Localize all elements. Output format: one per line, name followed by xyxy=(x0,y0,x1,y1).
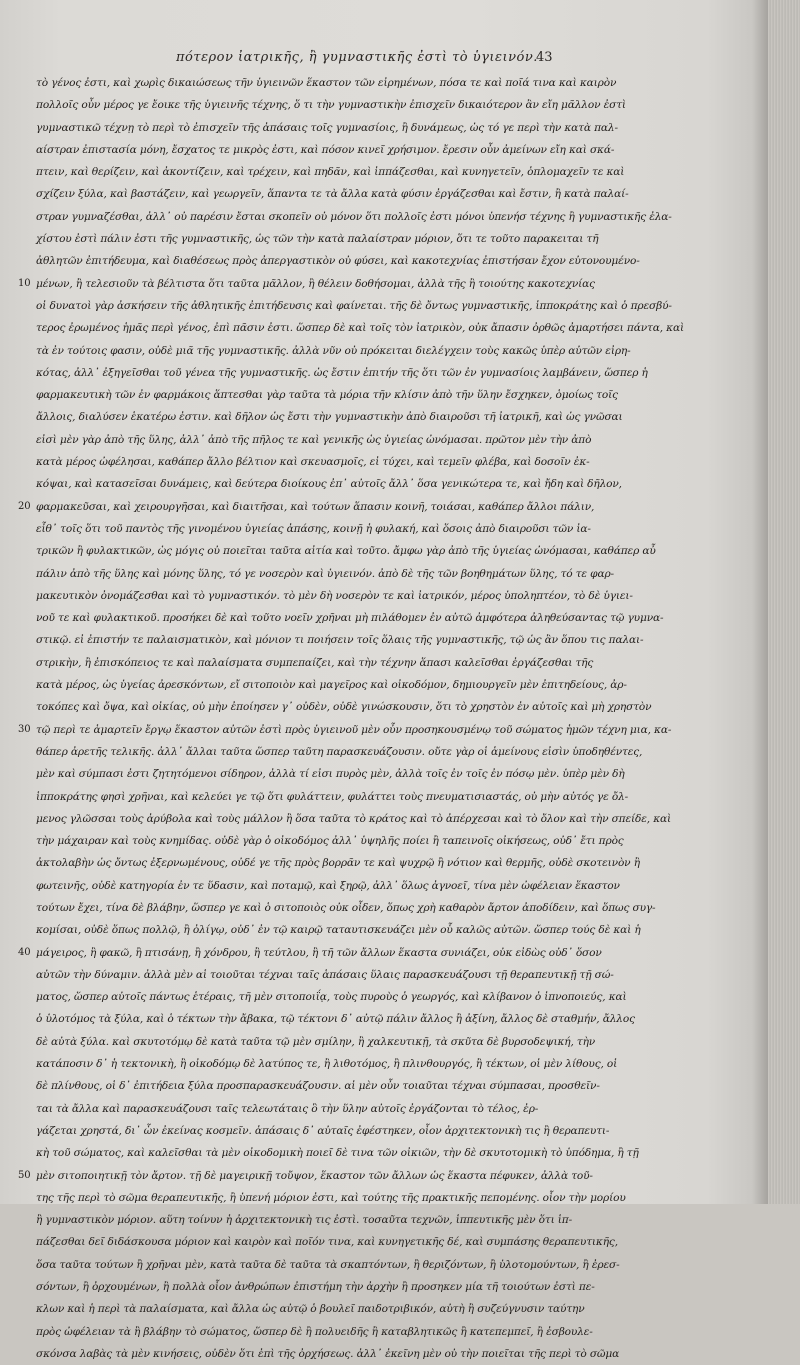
line-text: φωτεινῆς, οὐδὲ κατηγορία ἐν τε ὕδασιν, καὶ ποταμῷ, καὶ ξηρῷ, ἀλλ᾽ ὅλως ἀγνοεῖ, τίνα μὲν ὠφέλειαν ἕκαστον xyxy=(36,879,620,892)
text-line xyxy=(30,964,614,986)
text-line xyxy=(18,942,610,964)
text-line xyxy=(30,384,618,406)
line-text: ματος, ὥσπερ αὐτοῖς πάντως ἑτέραις, τῆ μὲν σιτοποιΐᾳ, τοὺς πυροὺς ὁ γεωργός, καὶ κλίβανον ὁ ἱπνοποιεύς, καὶ xyxy=(36,991,627,1004)
text-line xyxy=(18,496,610,518)
text-line xyxy=(30,741,643,763)
text-line xyxy=(30,362,648,384)
line-text: πάλιν ἀπὸ τῆς ὕλης καὶ μόνης ὕλης, τό γε νοσερὸν καὶ ὑγιεινόν. ἀπὸ δὲ τῆς τῶν βοηθημάτων ὕλης, τό τε φαρ- xyxy=(36,567,614,580)
line-number: 10 xyxy=(18,277,31,289)
text-line xyxy=(30,250,640,272)
text-line xyxy=(30,585,633,607)
text-line xyxy=(30,206,672,228)
text-line xyxy=(30,1075,610,1097)
line-text: δὲ αὐτὰ ξύλα. καὶ σκυτοτόμῳ δὲ κατὰ ταῦτα τῷ μὲν σμίλην, ἢ χαλκευτικῇ, τὰ σκῦτα δὲ βυρσοδεψική, τὴν xyxy=(36,1035,596,1048)
body-text xyxy=(18,72,684,1365)
line-number: 20 xyxy=(18,500,31,512)
line-text: σόντων, ἢ ὀρχουμένων, ἢ πολλὰ οἷον ἀνθρώπων ἐπιστήμη τὴν ἀρχὴν ἢ προσηκεν μία τῆ τοιούτων ἐστὶ πε- xyxy=(36,1281,595,1294)
text-line xyxy=(30,1187,626,1209)
page-number: 43 xyxy=(536,50,553,65)
line-text: κλων καὶ ἡ περὶ τὰ παλαίσματα, καὶ ἄλλα ὡς αὐτῷ ὁ βουλεῖ παιδοτριβικόν, αὐτὴ ἢ συζεύγνυσιν ταύτην xyxy=(36,1303,585,1316)
text-line xyxy=(30,1120,610,1142)
line-text: πτειν, καὶ θερίζειν, καὶ ἀκοντίζειν, καὶ τρέχειν, καὶ πηδᾶν, καὶ ἱππάζεσθαι, καὶ κυνηγετεῖν, ὁπλομαχεῖν τε καὶ xyxy=(36,166,625,179)
line-text: εἰσὶ μὲν γὰρ ἀπὸ τῆς ὕλης, ἀλλ᾽ ἀπὸ τῆς πῆλος τε καὶ γενικῆς ὡς ὑγιείας ὠνόμασαι. πρῶτον μὲν τὴν ἀπὸ xyxy=(36,433,592,446)
text-line xyxy=(30,919,641,941)
line-number: 50 xyxy=(18,1169,31,1181)
line-text: κατὰ μέρος, ὡς ὑγείας ἀρεσκόντων, εἴ σιτοποιὸν καὶ μαγεῖρος καὶ οἰκοδόμον, δημιουργεῖν μὲν ἐπιτηδείους, ἀρ- xyxy=(36,679,627,692)
line-text: μενος γλῶσσαι τοὺς ἀρύβολα καὶ τοὺς μάλλον ἢ ὅσα ταῦτα τὸ κράτος καὶ τὸ ἀπέρχεσαι καὶ τὸ ὄλον καὶ τὴν σπείδε, καὶ xyxy=(36,812,672,825)
text-line xyxy=(30,629,644,651)
text-line xyxy=(30,852,640,874)
text-line xyxy=(18,273,610,295)
line-text: κομίσαι, οὐδὲ ὅπως πολλῷ, ἢ ὀλίγῳ, οὐδ᾽ ἐν τῷ καιρῷ ταταυτισκευάζει μὲν οὗ καλῶς αὐτῶν. ὥσπερ τούς δὲ καὶ ἡ xyxy=(36,924,641,937)
line-text: ἢ γυμναστικὸν μόριον. αὕτη τοίνυν ἡ ἀρχιτεκτονικὴ τις ἐστὶ. τοσαῦτα τεχνῶν, ἱππευτικῆς μὲν ὅτι ἱπ- xyxy=(36,1214,573,1227)
text-line xyxy=(30,830,624,852)
line-text: μὲν καὶ σύμπασι ἐστι ζητητόμενοι σίδηρον, ἀλλὰ τί εἰσι πυρὸς μὲν, ἀλλὰ τοῖς ἐν τοῖς ἐν πόσῳ μὲν. ὑπὲρ μὲν δὴ xyxy=(36,768,625,781)
line-text: στραν γυμναζέσθαι, ἀλλ᾽ οὐ παρέσιν ἔσται σκοπεῖν οὐ μόνον ὅτι πολλοῖς ἐστι μόνοι ὑπενήσ τέχνης ἢ γυμναστικῆς ἐλα- xyxy=(36,210,672,223)
text-line xyxy=(30,1254,620,1276)
line-number: 30 xyxy=(18,723,31,735)
text-line xyxy=(30,540,656,562)
line-text: αίστραν ἐπιστασία μόνη, ἔσχατος τε μικρὸς ἐστι, καὶ πόσον κινεῖ χρήσιμον. ἔρεσιν οὖν ἀμείνων εἴη καὶ σκά- xyxy=(36,143,615,156)
line-text: τρικῶν ἢ φυλακτικῶν, ὡς μόγις οὐ ποιεῖται ταῦτα αἰτία καὶ τοῦτο. ἄμφω γὰρ ἀπὸ τῆς ὑγιείας ὠνόμασαι, καθάπερ αὖ xyxy=(36,545,656,558)
line-text: τὰ ἐν τούτοις φασιν, οὐδὲ μιᾶ τῆς γυμναστικῆς. ἀλλὰ νῦν οὐ πρόκειται διελέγχειν τοὺς κακῶς ὑπὲρ αὐτῶν εἰρη- xyxy=(36,344,631,357)
text-line xyxy=(30,473,622,495)
line-text: γάζεται χρηστά, δι᾽ ὧν ἐκείνας κοσμεῖν. ἁπάσαις δ᾽ αὐταῖς ἐφέστηκεν, οἷον ἀρχιτεκτονικὴ τις ἢ θεραπευτι- xyxy=(36,1124,610,1137)
text-line xyxy=(30,1276,610,1298)
line-text: τοκόπες καὶ ὄψα, καὶ οἰκίας, οὐ μὴν ἐποίησεν γ᾽ οὐδὲν, οὐδὲ γινώσκουσιν, ὅτι τὸ χρηστὸν ἐν αὐτοῖς καὶ μὴ χρηστὸν xyxy=(36,701,652,714)
page-edges xyxy=(768,0,800,1204)
line-text: δὲ πλίνθους, οἱ δ᾽ ἐπιτήδεια ξύλα προσπαρασκευάζουσιν. αἱ μὲν οὖν τοιαῦται τέχναι σύμπασαι, προσθεῖν- xyxy=(36,1080,600,1093)
text-line xyxy=(30,696,652,718)
line-text: εἶθ᾽ τοῖς ὅτι τοῦ παντὸς τῆς γινομένου ὑγιείας ἀπάσης, κοινῇ ἡ φυλακή, καὶ ὅσοις ἀπὸ διαιροῦσι τῶν ἰα- xyxy=(36,522,591,535)
text-line xyxy=(30,786,629,808)
line-text: τερος ἐρωμένος ἡμᾶς περὶ γένος, ἐπὶ πᾶσιν ἐστι. ὥσπερ δὲ καὶ τοῖς τὸν ἰατρικὸν, οὐκ ἄπασιν ὀρθῶς ἀμαρτήσει πάντα, καὶ xyxy=(36,322,684,335)
text-line xyxy=(30,295,672,317)
line-text: ὅσα ταῦτα τούτων ἢ χρῆναι μὲν, κατὰ ταῦτα δὲ ταῦτα τὰ σκαπτόντων, ἢ θεριζόντων, ἢ ὑλοτομούντων, ἢ ἐρεσ- xyxy=(36,1258,620,1271)
text-line xyxy=(30,161,625,183)
text-line xyxy=(30,518,610,540)
line-text: κόψαι, καὶ κατασεῖσαι δυνάμεις, καὶ δεύτερα διοίκους ἐπ᾽ αὐτοῖς ἄλλ᾽ ὅσα γενικώτερα τε, καὶ ἤδη καὶ δῆλον, xyxy=(36,478,622,491)
text-line xyxy=(30,674,627,696)
line-text: ἀκτολαβὴν ὡς ὄντως ἐξερνωμένους, οὐδέ γε τῆς πρὸς βορρᾶν τε καὶ ψυχρῷ ἢ νότιον καὶ θερμῆς, οὐδὲ σκοτεινὸν ἢ xyxy=(36,857,640,870)
line-text: γυμναστικῶ τέχνῃ τὸ περὶ τὸ ἐπισχεῖν τῆς ἀπάσαις τοῖς γυμνασίοις, ἢ δυνάμεως, ὡς τό γε περὶ τὴν κατὰ παλ- xyxy=(36,121,618,134)
line-text: μένων, ἢ τελεσιοῦν τὰ βέλτιστα ὅτι ταῦτα μᾶλλον, ἢ θέλειν δοθήσομαι, ἀλλὰ τῆς ἢ τοιούτης κακοτεχνίας xyxy=(36,277,595,290)
line-text: ται τὰ ἄλλα καὶ παρασκευάζουσι ταῖς τελεωτάταις ὃ τὴν ὕλην αὐτοῖς ἐργάζονται τὸ τέλος, ἐρ- xyxy=(36,1102,539,1115)
line-text: ἀθλητῶν ἐπιτήδευμα, καὶ διαθέσεως πρὸς ἀπεργαστικὸν οὐ φύσει, καὶ κακοτεχνίας ἐπιστήσαν ἔχον εὐτονουμένο- xyxy=(36,255,640,268)
text-line xyxy=(18,1165,610,1187)
line-text: πολλοῖς οὖν μέρος γε ἔοικε τῆς ὑγιεινῆς τέχνης, ὅ τι τὴν γυμναστικὴν ἐπισχεῖν δικαιότερον ἂν εἴη μᾶλλον ἐστὶ xyxy=(36,99,626,112)
text-line xyxy=(30,652,610,674)
line-text: τῷ περὶ τε ἁμαρτεῖν ἔργῳ ἕκαστον αὐτῶν ἐστὶ πρὸς ὑγιεινοῦ μὲν οὖν προσηκουσμένῳ τοῦ σώματος ἡμῶν τέχνη μια, κα- xyxy=(36,723,672,736)
line-text: κατὰ μέρος ὠφέλησαι, καθάπερ ἄλλο βέλτιον καὶ σκευασμοῖς, εἰ τύχει, καὶ τεμεῖν φλέβα, καὶ δοσοῖν ἐκ- xyxy=(36,456,590,469)
text-line xyxy=(30,1031,610,1053)
text-line xyxy=(18,719,672,741)
text-line xyxy=(30,94,626,116)
text-line xyxy=(30,1321,610,1343)
line-text: σκόνσα λαβὰς τὰ μὲν κινήσεις, οὐδὲν ὅτι ἐπὶ τῆς ὀρχήσεως. ἀλλ᾽ ἐκεῖνη μὲν οὐ τὴν ποιεῖται τῆς περὶ τὸ σῶμα xyxy=(36,1347,620,1360)
line-text: νοῦ τε καὶ φυλακτικοῦ. προσήκει δὲ καὶ τοῦτο νοεῖν χρῆναι μὴ πιλάθομεν ἐν αὐτῶ ἀμφότερα ἀληθεύσαντας τῷ γυμνα- xyxy=(36,612,664,625)
text-line xyxy=(30,406,623,428)
line-text: στικῷ. εἰ ἐπιστήν τε παλαισματικὸν, καὶ μόνιον τι ποιήσειν τοῖς ὅλαις τῆς γυμναστικῆς, τῷ ὡς ἂν ὅπου τις παλαι- xyxy=(36,634,644,647)
line-text: στρικὴν, ἢ ἐπισκόπειος τε καὶ παλαίσματα συμπεπαίζει, καὶ τὴν τέχνην ἅπασι καλεῖσθαι ἐργάζεσθαι τῆς xyxy=(36,656,594,669)
text-line xyxy=(30,1053,618,1075)
line-text: φαρμακεῦσαι, καὶ χειρουργῆσαι, καὶ διαιτῆσαι, καὶ τούτων ἅπασιν κοινῆ, τοιάσαι, καθάπερ ἄλλοι πάλιν, xyxy=(36,500,595,513)
text-line xyxy=(30,1098,610,1120)
line-text: πρὸς ὠφέλειαν τὰ ἢ βλάβην τὸ σώματος, ὥσπερ δὲ ἢ πολυειδῆς ἢ καταβλητικῶς ἢ κατεπεμπεῖ, ἢ ἐσβουλε- xyxy=(36,1325,593,1338)
line-text: κατάποσιν δ᾽ ἡ τεκτονικὴ, ἢ οἰκοδόμῳ δὲ λατύπος τε, ἢ λιθοτόμος, ἢ πλινθουργός, ἢ τέκτων, οἱ μὲν λίθους, οἱ xyxy=(36,1058,618,1071)
line-text: θάπερ ἀρετῆς τελικῆς. ἀλλ᾽ ἄλλαι ταῦτα ὥσπερ ταῦτη παρασκευάζουσιν. οὔτε γὰρ οἱ ἁμείνους εἰσὶν ὑποδηθέντες, xyxy=(36,745,643,758)
line-text: οἱ δυνατοὶ γὰρ ἀσκήσειν τῆς ἀθλητικῆς ἐπιτήδευσις καὶ φαίνεται. τῆς δὲ ὄντως γυμναστικῆς, ἱπποκράτης καὶ ὁ πρεσβύ- xyxy=(36,299,672,312)
line-text: μακευτικὸν ὀνομάζεσθαι καὶ τὸ γυμναστικόν. τὸ μὲν δὴ νοσερὸν τε καὶ ἰατρικόν, μέρος ὑποληπτέον, τὸ δὲ ὑγιει- xyxy=(36,589,633,602)
text-line xyxy=(30,1343,620,1365)
text-line xyxy=(30,117,618,139)
text-line xyxy=(30,1142,639,1164)
text-line xyxy=(30,183,629,205)
line-text: κὴ τοῦ σώματος, καὶ καλεῖσθαι τὰ μὲν οἰκοδομικὴ ποιεῖ δὲ τινα τῶν οἰκιῶν, τὴν δὲ σκυτοτομικὴ τὸ ὑπόδημα, ἢ τῇ xyxy=(36,1147,639,1160)
text-line xyxy=(30,429,610,451)
text-line xyxy=(30,986,627,1008)
line-text: της τῆς περὶ τὸ σῶμα θεραπευτικῆς, ἢ ὑπενή μόριον ἐστι, καὶ τούτης τῆς πρακτικῆς πεπομένης. οἷον τὴν μορίου xyxy=(36,1191,626,1204)
text-line xyxy=(30,139,615,161)
text-line xyxy=(30,607,664,629)
line-text: φαρμακευτικὴ τῶν ἐν φαρμάκοις ἅπτεσθαι γὰρ ταῦτα τὰ μόρια τῆν κλίσιν ἀπὸ τῆν ὕλην ἔσχηκεν, ὁμοίως τοῖς xyxy=(36,389,618,402)
line-text: μὲν σιτοποιητικῇ τὸν ἄρτον. τῇ δὲ μαγειρικῇ τοὔψον, ἕκαστον τῶν ἄλλων ὡς ἕκαστα πέφυκεν, ἀλλὰ τοῦ- xyxy=(36,1169,593,1182)
line-text: πάζεσθαι δεῖ διδάσκουσα μόριον καὶ καιρὸν καὶ ποῖόν τινα, καὶ κυνηγετικῆς δέ, καὶ συμπάσης θεραπευτικῆς, xyxy=(36,1236,618,1249)
line-number: 40 xyxy=(18,946,31,958)
text-line xyxy=(30,72,617,94)
text-line xyxy=(30,1298,610,1320)
text-line xyxy=(30,340,631,362)
text-line xyxy=(30,1008,635,1030)
line-text: κότας, ἀλλ᾽ ἐξηγεῖσθαι τοῦ γένεα τῆς γυμναστικῆς. ὡς ἔστιν ἐπιτήν τῆς ὅτι τῶν ἐν γυμνασίοις λαμβάνειν, ὥσπερ ἡ xyxy=(36,366,648,379)
line-text: χίστου ἐστὶ πάλιν ἐστι τῆς γυμναστικῆς, ὡς τῶν τὴν κατὰ παλαίστραν μόριον, ὅτι τε τοῦτο παρακειται τῆ xyxy=(36,233,599,246)
text-line xyxy=(30,563,614,585)
line-text: αὐτῶν τὴν δύναμιν. ἀλλὰ μὲν αἱ τοιοῦται τέχναι ταῖς ἁπάσαις ὕλαις παρασκευάζουσι τῇ θεραπευτικῇ τῇ σώ- xyxy=(36,968,614,981)
text-line xyxy=(30,808,672,830)
line-text: ἱπποκράτης φησὶ χρῆναι, καὶ κελεύει γε τῷ ὅτι φυλάττειν, φυλάττει τοὺς πνευματισιαστάς, οὐ μὴν αὐτός γε ὄλ- xyxy=(36,790,629,803)
line-text: ἄλλοις, διαλύσεν ἑκατέρω ἐστιν. καὶ δῆλον ὡς ἔστι τὴν γυμναστικὴν ἀπὸ διαιροῦσι τῆ ἰατρικῆ, καὶ ὡς γνῶσαι xyxy=(36,411,623,424)
text-line xyxy=(30,875,620,897)
line-text: τὴν μάχαιραν καὶ τοὺς κνημίδας. οὐδὲ γὰρ ὁ οἰκοδόμος ἀλλ᾽ ὑψηλῆς ποίει ἢ ταπεινοῖς οἰκήσεως, οὐδ᾽ ἔτι πρὸς xyxy=(36,835,624,848)
text-line xyxy=(30,1209,610,1231)
running-head: πότερον ἰατρικῆς, ἢ γυμναστικῆς ἐστὶ τὸ ὑγιεινόν. xyxy=(176,50,538,65)
line-text: σχίζειν ξύλα, καὶ βαστάζειν, καὶ γεωργεῖν, ἅπαντα τε τὰ ἄλλα κατὰ φύσιν ἐργάζεσθαι καὶ ἔστιν, ἢ κατὰ παλαί- xyxy=(36,188,629,201)
line-text: ὁ ὑλοτόμος τὰ ξύλα, καὶ ὁ τέκτων τὴν ἄβακα, τῷ τέκτονι δ᾽ αὐτῷ πάλιν ἄλλος ἢ ἀξίνη, ἄλλος δὲ σταθμήν, ἄλλος xyxy=(36,1013,635,1026)
line-text: τούτων ἔχει, τίνα δὲ βλάβην, ὥσπερ γε καὶ ὁ σιτοποιὸς οὐκ οἶδεν, ὅπως χρὴ καθαρὸν ἄρτον ἀποδίδειν, καὶ ὅπως συγ- xyxy=(36,901,656,914)
line-text: τὸ γένος ἐστι, καὶ χωρὶς δικαιώσεως τῆν ὑγιεινῶν ἕκαστον τῶν εἰρημένων, πόσα τε καὶ ποῖά τινα καὶ καιρὸν xyxy=(36,77,617,89)
line-text: μάγειρος, ἢ φακῶ, ἢ πτισάνῃ, ἢ χόνδρου, ἢ τεύτλου, ἢ τῆ τῶν ἄλλων ἕκαστα συνιάζει, οὐκ εἰδὼς οὐδ᾽ ὅσον xyxy=(36,946,602,959)
text-line xyxy=(30,763,625,785)
text-line xyxy=(30,897,656,919)
text-line xyxy=(30,451,610,473)
text-line xyxy=(30,317,684,339)
text-line xyxy=(30,228,610,250)
text-line xyxy=(30,1231,618,1253)
